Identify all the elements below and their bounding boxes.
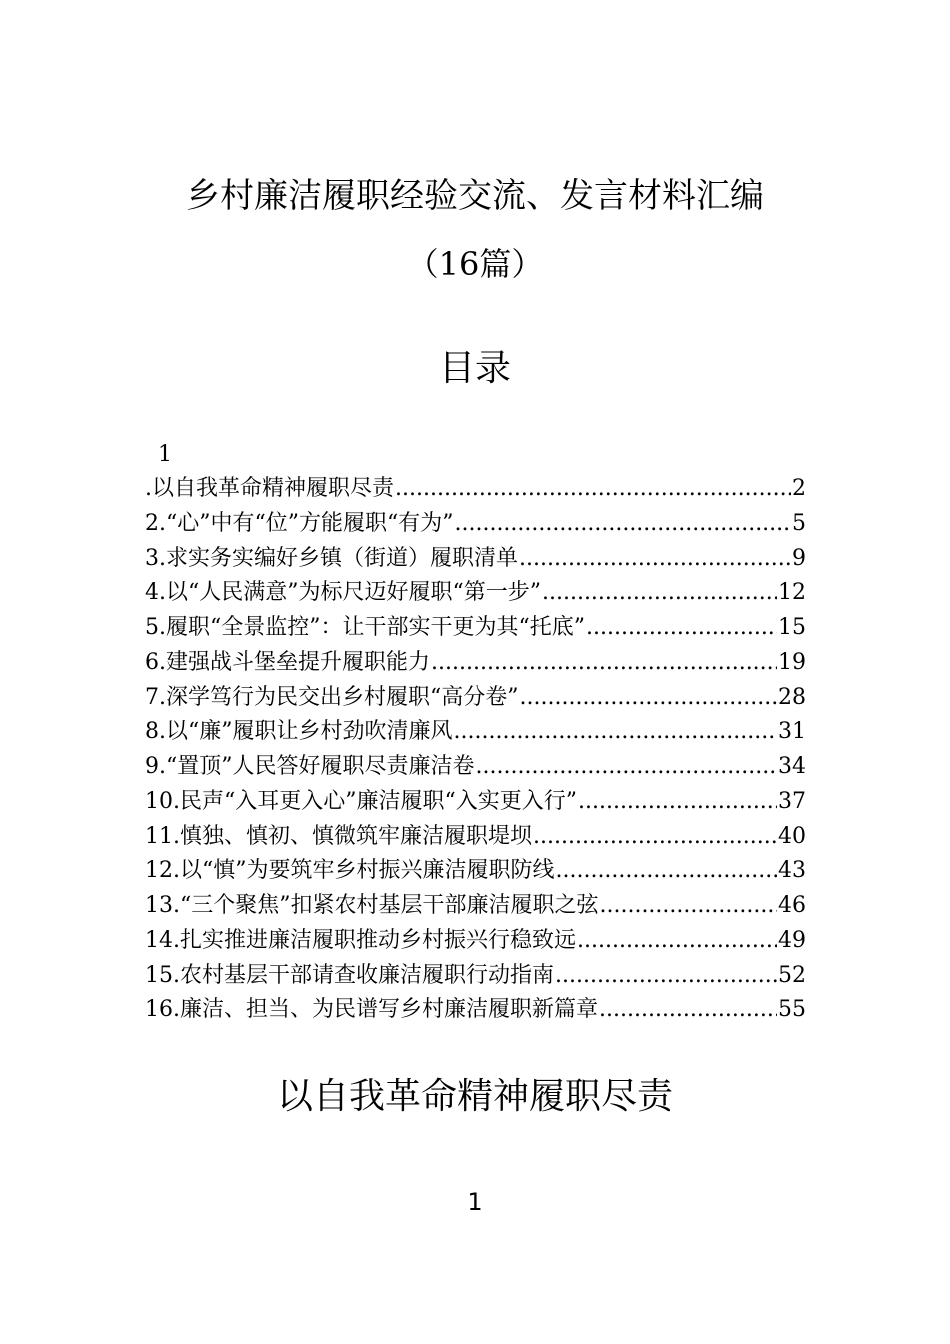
toc-entry-page: 43: [778, 858, 806, 884]
toc-dot-leader: [454, 507, 791, 542]
toc-entry-page: 34: [778, 754, 806, 779]
toc-entry[interactable]: [145, 785, 806, 820]
toc-entry-title: 4.以“人民满意”为标尺迈好履职“第一步”: [145, 580, 541, 606]
toc-entry[interactable]: [145, 924, 806, 959]
toc-entry[interactable]: [145, 854, 806, 889]
toc-dot-leader: [599, 993, 777, 1028]
toc-entry-title: 6.建强战斗堡垒提升履职能力: [145, 649, 430, 675]
toc-dot-leader: [577, 924, 777, 959]
toc-dot-leader: [578, 785, 777, 820]
toc-dot-leader: [431, 646, 777, 681]
toc-entry-page: 55: [778, 997, 806, 1023]
toc-entries: [145, 472, 806, 1028]
toc-entry-title: 11.慎独、慎初、慎微筑牢廉洁履职堤坝: [145, 823, 532, 849]
toc-entry-title: 14.扎实推进廉洁履职推动乡村振兴行稳致远: [145, 927, 576, 953]
toc-entry-page: 2: [792, 476, 806, 501]
toc-dot-leader: [476, 750, 778, 785]
toc-entry[interactable]: [145, 959, 806, 994]
toc-entry[interactable]: [145, 542, 806, 577]
toc-entry-page: 40: [778, 823, 806, 849]
toc-entry-page: 12: [778, 580, 806, 606]
toc-entry-title: 10.民声“入耳更入心”廉洁履职“入实更入行”: [145, 788, 577, 814]
toc-entry-title: 13.“三个聚焦”扣紧农村基层干部廉洁履职之弦: [145, 893, 599, 918]
toc-entry[interactable]: [145, 715, 806, 750]
toc-entry-title: 8.以“廉”履职让乡村劲吹清廉风: [145, 719, 453, 745]
toc-entry-title: 15.农村基层干部请查收廉洁履职行动指南: [145, 962, 554, 988]
toc-dot-leader: [599, 889, 777, 924]
toc-dot-leader: [542, 576, 777, 611]
toc-entry[interactable]: [145, 681, 806, 716]
toc-entry-page: 15: [778, 615, 806, 640]
toc-entry[interactable]: [145, 889, 806, 924]
toc-entry-title: 2.“心”中有“位”方能履职“有为”: [145, 510, 454, 536]
toc-entry[interactable]: [145, 472, 806, 507]
table-of-contents: [145, 438, 806, 1028]
toc-entry-title: 16.廉洁、担当、为民谱写乡村廉洁履职新篇章: [145, 997, 598, 1023]
toc-entry-page: 52: [778, 962, 806, 988]
toc-dot-leader: [520, 681, 778, 716]
toc-dot-leader: [454, 715, 778, 750]
toc-entry-title: 3.求实务实编好乡镇（街道）履职清单: [145, 545, 518, 571]
toc-entry-page: 37: [778, 788, 806, 814]
toc-entry[interactable]: [145, 507, 806, 542]
toc-stray-number: 1: [158, 442, 172, 467]
toc-entry[interactable]: [145, 576, 806, 611]
toc-entry[interactable]: [145, 820, 806, 855]
toc-entry-title: 5.履职“全景监控”：让干部实干更为其“托底”: [145, 615, 585, 640]
toc-heading: 目录: [438, 348, 511, 389]
toc-dot-leader: [395, 472, 791, 507]
toc-entry-page: 19: [778, 649, 806, 675]
toc-entry[interactable]: [145, 993, 806, 1028]
toc-entry-page: 9: [792, 545, 806, 571]
toc-entry-title: 12.以“慎”为要筑牢乡村振兴廉洁履职防线: [145, 858, 555, 884]
toc-entry-page: 49: [778, 927, 806, 953]
toc-dot-leader: [555, 959, 777, 994]
toc-dot-leader: [586, 611, 777, 646]
toc-entry-title: .以自我革命精神履职尽责: [145, 476, 394, 501]
toc-entry-page: 5: [792, 510, 806, 536]
document-subtitle: （16篇）: [406, 245, 544, 283]
page-number: 1: [467, 1188, 483, 1216]
toc-entry-title: 7.深学笃行为民交出乡村履职“高分卷”: [145, 684, 519, 710]
toc-dot-leader: [533, 820, 777, 855]
section-heading: 以自我革命精神履职尽责: [276, 1076, 673, 1117]
toc-entry[interactable]: [145, 611, 806, 646]
document-title: 乡村廉洁履职经验交流、发言材料汇编: [186, 176, 764, 216]
toc-entry-page: 28: [778, 684, 806, 710]
toc-dot-leader: [555, 854, 777, 889]
toc-entry[interactable]: [145, 646, 806, 681]
toc-entry[interactable]: [145, 750, 806, 785]
toc-entry-page: 31: [778, 719, 806, 745]
toc-entry-page: 46: [778, 893, 806, 918]
toc-entry-title: 9.“置顶”人民答好履职尽责廉洁卷: [145, 754, 475, 779]
toc-dot-leader: [519, 542, 791, 577]
